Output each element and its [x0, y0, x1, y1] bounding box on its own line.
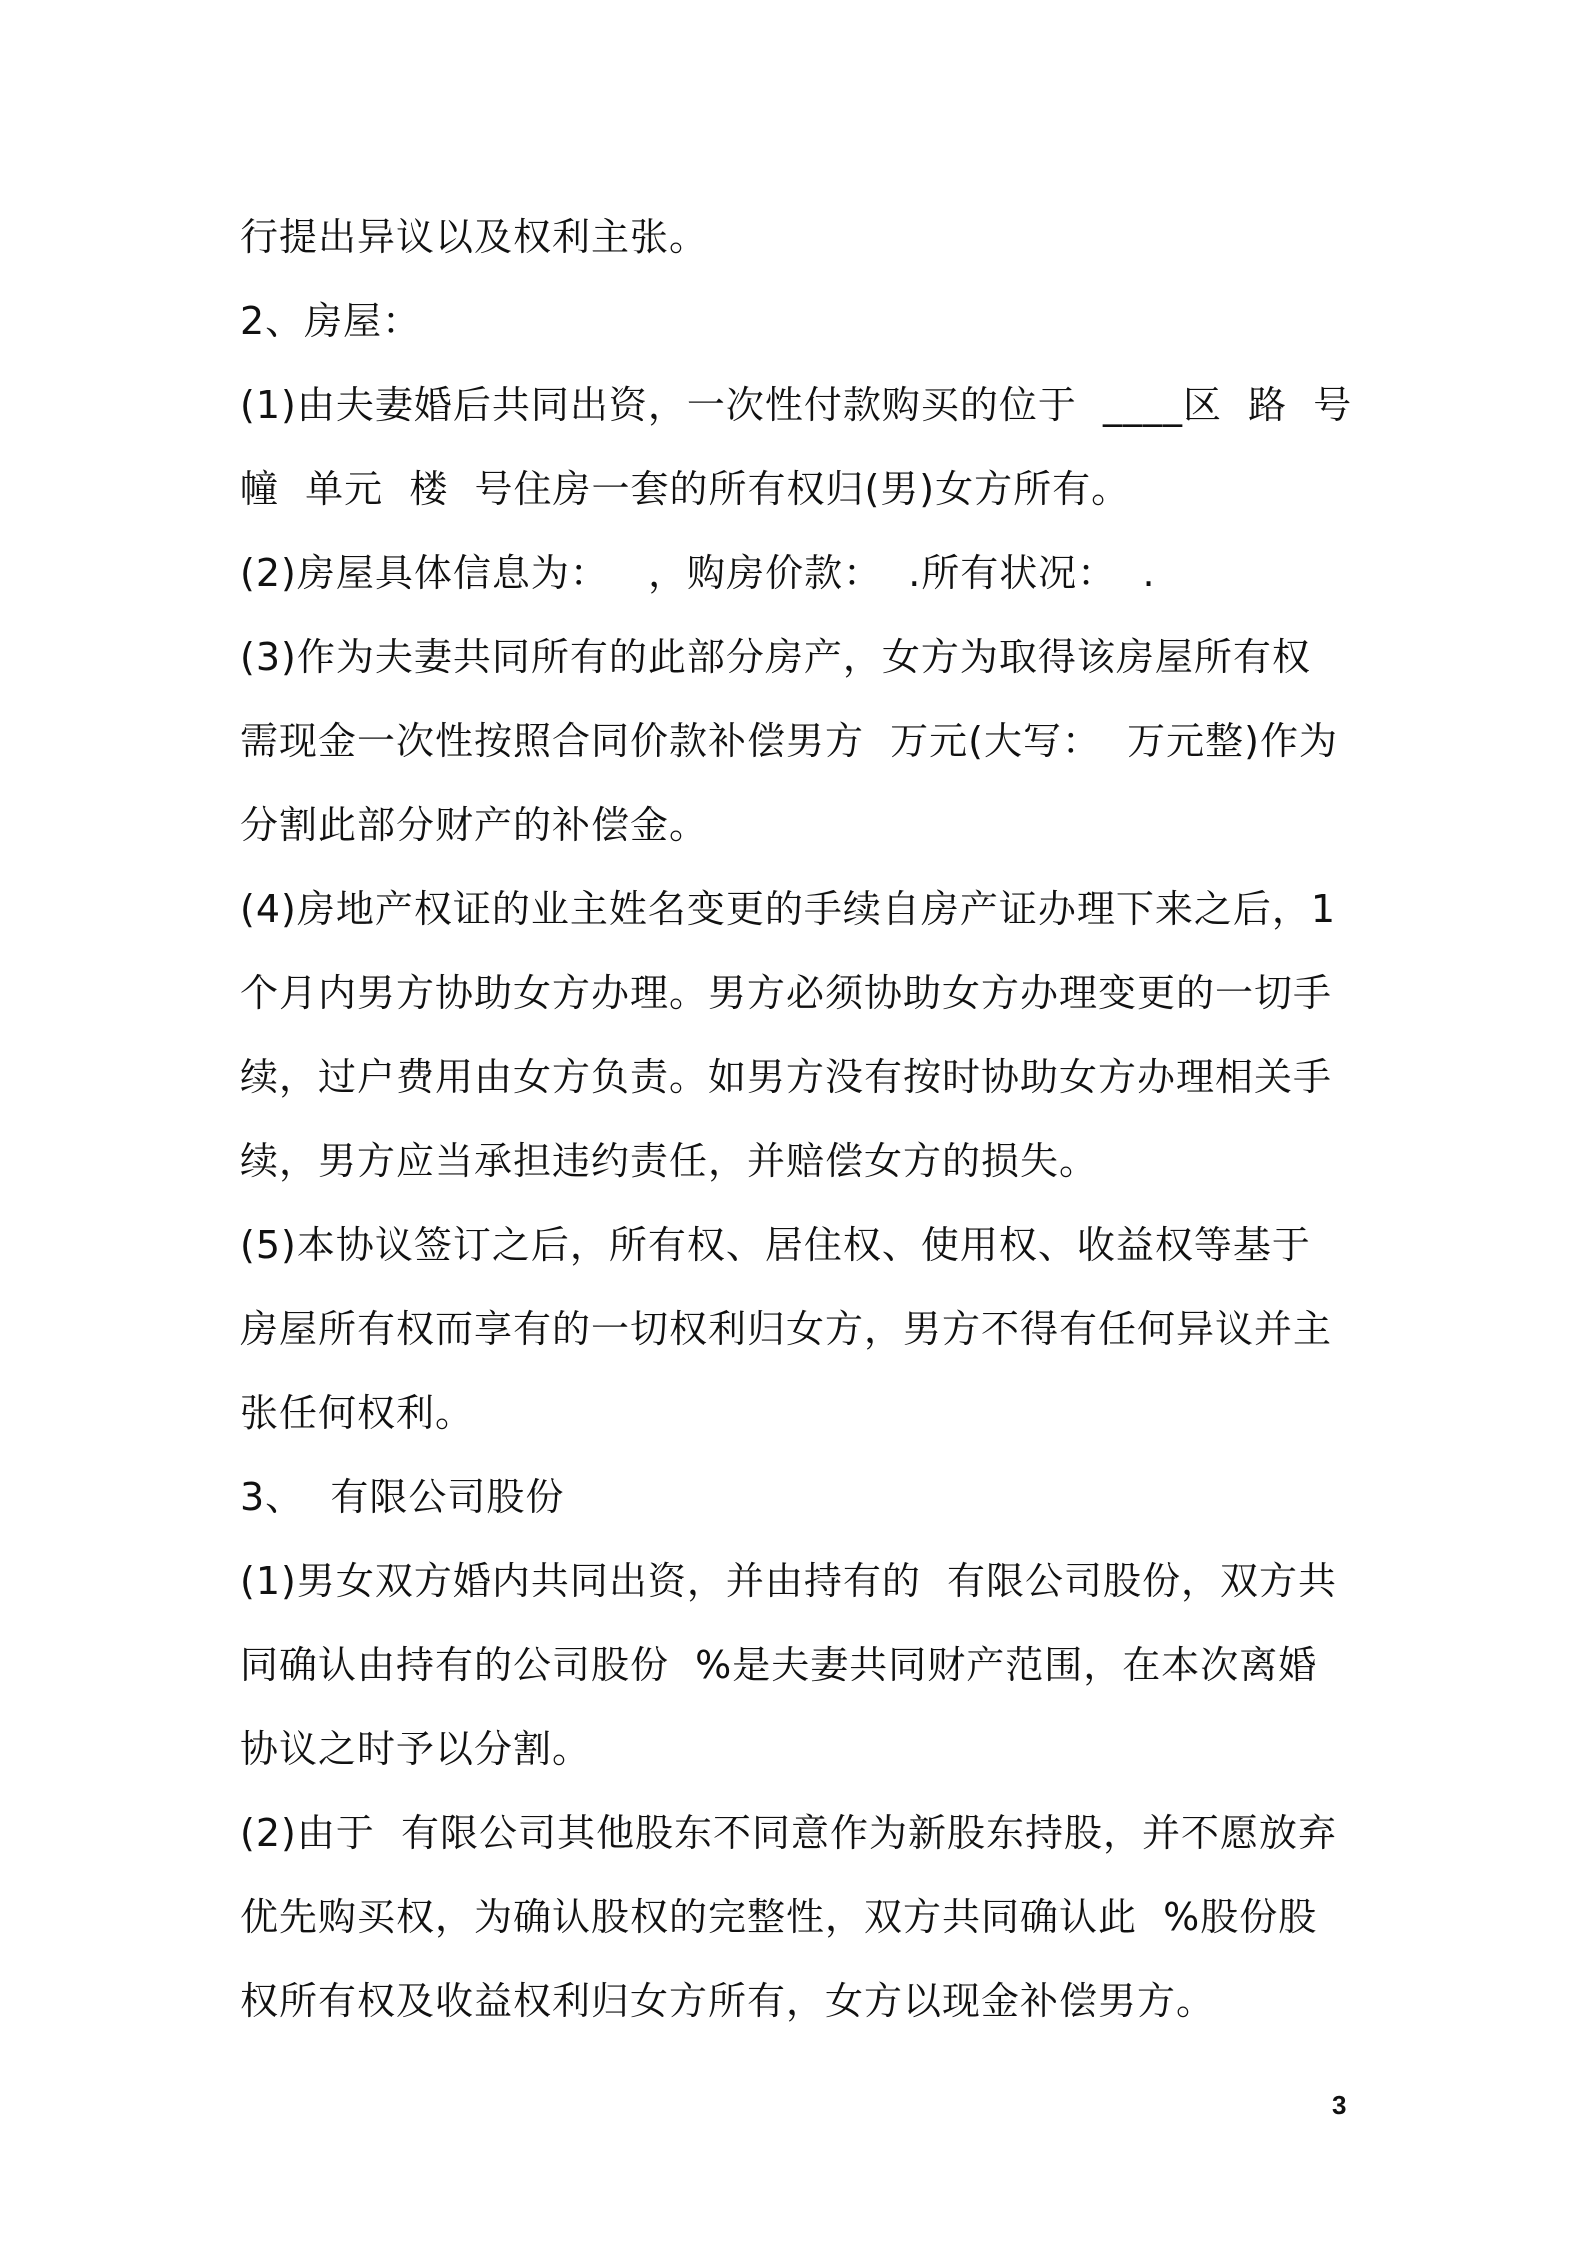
text-line: 续，过户费用由女方负责。如男方没有按时协助女方办理相关手: [240, 1055, 1333, 1099]
text-line: 房屋所有权而享有的一切权利归女方，男方不得有任何异议并主: [240, 1307, 1333, 1351]
text-line: 续，男方应当承担违约责任，并赔偿女方的损失。: [240, 1139, 1099, 1183]
document-body: [240, 195, 1360, 2043]
section-heading-house: 2、房屋：: [240, 299, 422, 343]
text-line: 优先购买权，为确认股权的完整性，双方共同确认此 %股份股: [240, 1895, 1318, 1939]
text-line: 需现金一次性按照合同价款补偿男方 万元(大写： 万元整)作为: [240, 719, 1338, 763]
text-line: 协议之时予以分割。: [240, 1727, 592, 1771]
text-line: 张任何权利。: [240, 1391, 475, 1435]
text-line: (3)作为夫妻共同所有的此部分房产，女方为取得该房屋所有权: [240, 635, 1311, 679]
page-number: 3: [1332, 2090, 1347, 2120]
text-line: (5)本协议签订之后，所有权、居住权、使用权、收益权等基于: [240, 1223, 1311, 1267]
text-line: 个月内男方协助女方办理。男方必须协助女方办理变更的一切手: [240, 971, 1333, 1015]
text-line: 幢 单元 楼 号住房一套的所有权归(男)女方所有。: [240, 467, 1131, 511]
text-line: (2)房屋具体信息为： ，购房价款： .所有状况： .: [240, 551, 1156, 595]
text-line: (1)由夫妻婚后共同出资，一次性付款购买的位于 ____区 路 号: [240, 383, 1353, 427]
text-line: 行提出异议以及权利主张。: [240, 215, 709, 259]
text-line: (4)房地产权证的业主姓名变更的手续自房产证办理下来之后，1: [240, 887, 1337, 931]
text-line: 同确认由持有的公司股份 %是夫妻共同财产范围，在本次离婚: [240, 1643, 1318, 1687]
text-line: 权所有权及收益权利归女方所有，女方以现金补偿男方。: [240, 1979, 1216, 2023]
text-line: (2)由于 有限公司其他股东不同意作为新股东持股，并不愿放弃: [240, 1811, 1337, 1855]
text-line: (1)男女双方婚内共同出资，并由持有的 有限公司股份，双方共: [240, 1559, 1337, 1603]
section-heading-shares: 3、 有限公司股份: [240, 1475, 565, 1519]
text-line: 分割此部分财产的补偿金。: [240, 803, 709, 847]
